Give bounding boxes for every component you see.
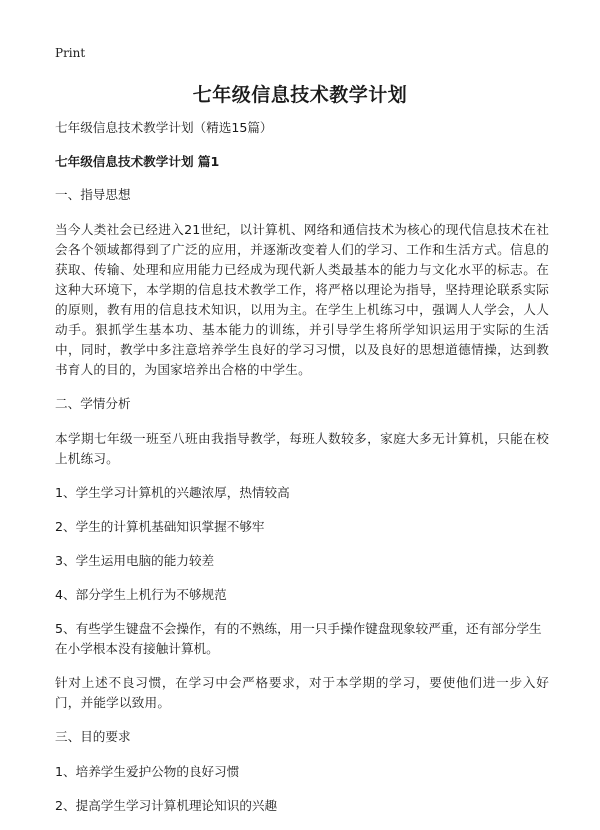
document-body (55, 118, 549, 830)
heading-student-analysis: 二、学情分析 (55, 396, 131, 411)
paragraph-guiding-ideology: 当今人类社会已经进入21世纪，以计算机、网络和通信技术为核心的现代信息技术在社会各个领域都得到了广泛的应用，并逐渐改变着人们的学习、工作和生活方式。信息的获取、传输、处理和应用能力已经成为现代新人类最基本的能力与文化水平的标志。在这种大环境下，本学期的信息技术教学工作，将严格以理论为指导，坚持理论联系实际的原则，教有用的信息技术知识，以用为主。在学生上机练习中，强调人人学会，人人动手。狠抓学生基本功、基本能力的训练，并引导学生将所学知识运用于实际的生活中，同时，教学中多注意培养学生良好的学习习惯，以及良好的思想道德情操，达到教书育人的目的，为国家培养出合格的中学生。 (55, 222, 549, 377)
list-item: 1、学生学习计算机的兴趣浓厚，热情较高 (55, 485, 290, 500)
page-title: 七年级信息技术教学计划 (192, 84, 408, 106)
list-item: 5、有些学生键盘不会操作，有的不熟练，用一只手操作键盘现象较严重，还有部分学生在小学根本没有接触计算机。 (55, 621, 542, 656)
paragraph-student-analysis: 本学期七年级一班至八班由我指导教学，每班人数较多，家庭大多无计算机，只能在校上机练习。 (55, 431, 549, 466)
document-subtitle: 七年级信息技术教学计划（精选15篇） (55, 120, 273, 135)
paragraph-requirements: 针对上述不良习惯，在学习中会严格要求，对于本学期的学习，要使他们进一步入好门，并能学以致用。 (55, 675, 549, 710)
section-title: 七年级信息技术教学计划 篇1 (55, 154, 220, 169)
heading-guiding-ideology: 一、指导思想 (55, 187, 131, 202)
print-link[interactable]: Print (55, 46, 86, 60)
heading-objectives: 三、目的要求 (55, 729, 131, 744)
list-item: 2、学生的计算机基础知识掌握不够牢 (55, 519, 265, 534)
list-item: 4、部分学生上机行为不够规范 (55, 587, 227, 602)
list-item: 3、学生运用电脑的能力较差 (55, 553, 215, 568)
list-item: 1、培养学生爱护公物的良好习惯 (55, 764, 240, 779)
list-item: 2、提高学生学习计算机理论知识的兴趣 (55, 798, 278, 813)
